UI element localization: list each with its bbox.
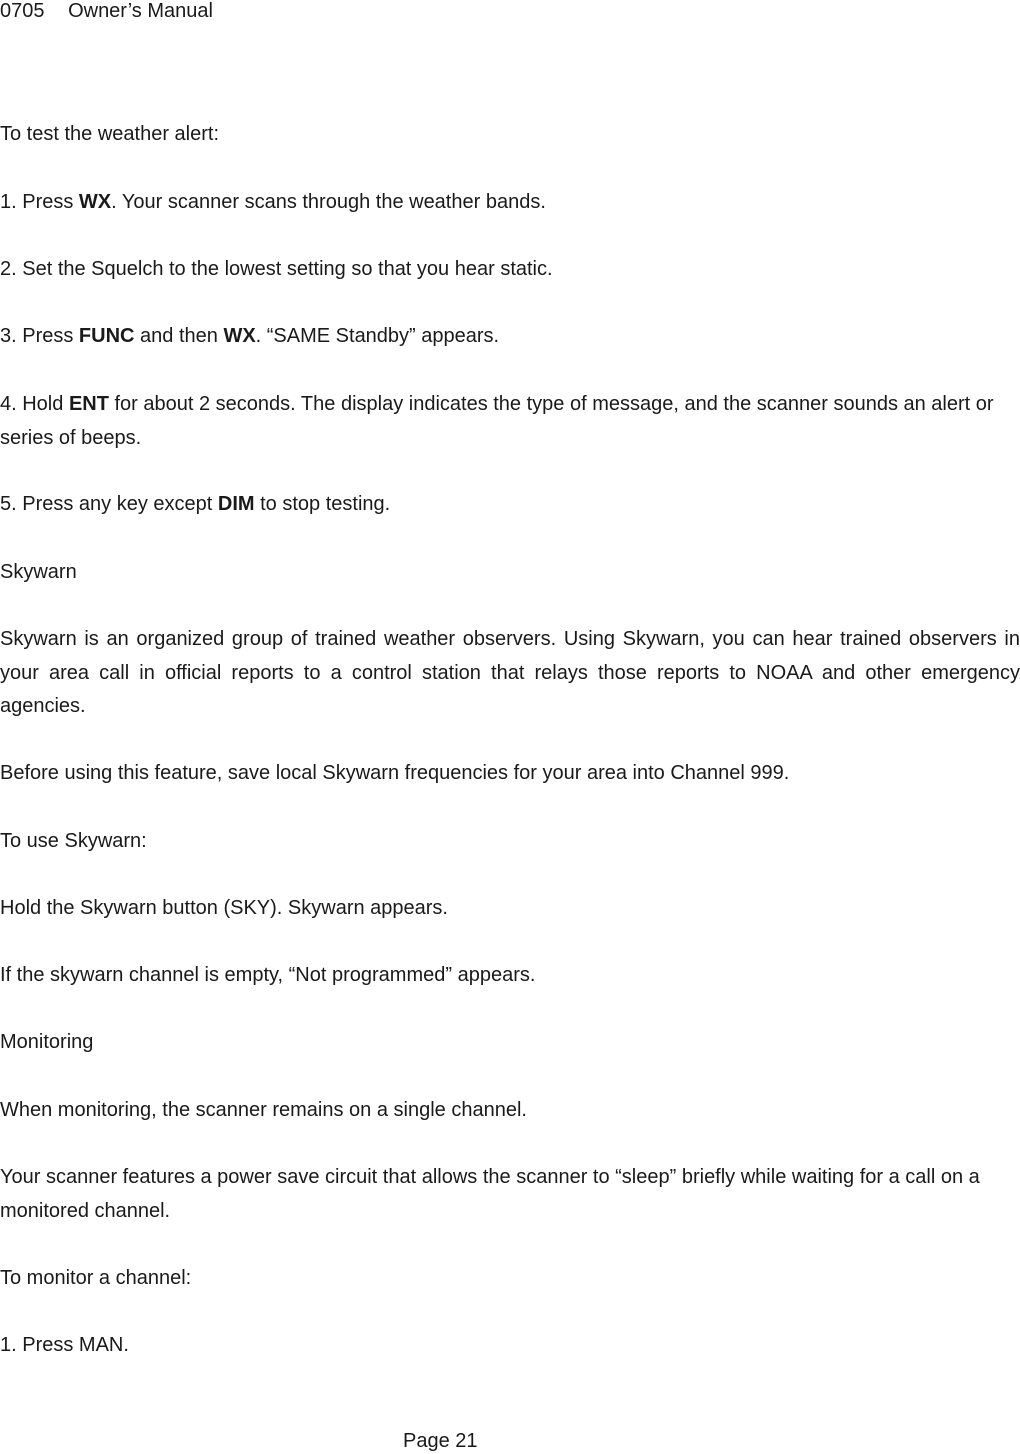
key-ent: ENT [68, 393, 109, 415]
document-title: Owner’s Manual [68, 0, 213, 22]
intro-text: To test the weather alert: [0, 123, 220, 145]
key-wx: WX [78, 191, 112, 213]
skywarn-howto: To use Skywarn: [0, 830, 147, 852]
step-2: 2. Set the Squelch to the lowest setting so that you hear static. [0, 258, 553, 280]
step-3: 3. Press FUNC and then WX. “SAME Standby” appears. [0, 325, 500, 347]
step-4: 4. Hold ENT for about 2 seconds. The display indicates the type of message, and the scanner sounds an alert or series of beeps. [0, 393, 994, 449]
document-code: 0705 [0, 0, 45, 22]
page-header [0, 0, 213, 22]
page-number: Page 21 [403, 1430, 478, 1452]
key-dim: DIM [217, 493, 255, 515]
monitoring-heading: Monitoring [0, 1031, 94, 1053]
skywarn-step: Hold the Skywarn button (SKY). Skywarn appears. [0, 897, 448, 919]
key-wx: WX [223, 325, 256, 347]
key-func: FUNC [78, 325, 135, 347]
skywarn-heading: Skywarn [0, 561, 77, 583]
step-1: 1. Press WX. Your scanner scans through the weather bands. [0, 191, 546, 213]
skywarn-note: Before using this feature, save local Skywarn frequencies for your area into Channel 999. [0, 762, 790, 784]
skywarn-empty-note: If the skywarn channel is empty, “Not programmed” appears. [0, 964, 536, 986]
power-save-note: Your scanner features a power save circuit that allows the scanner to “sleep” briefly while waiting for a call on a monitored channel. [0, 1166, 980, 1222]
skywarn-description: Skywarn is an organized group of trained weather observers. Using Skywarn, you can hear trained observers in your area call in official reports to a control station that relays those reports to NOAA and other emergency agencies. [0, 628, 1020, 717]
monitoring-howto: To monitor a channel: [0, 1267, 192, 1289]
monitoring-step-1: 1. Press MAN. [0, 1334, 129, 1356]
monitoring-description: When monitoring, the scanner remains on a single channel. [0, 1099, 527, 1121]
step-5: 5. Press any key except DIM to stop testing. [0, 493, 391, 515]
